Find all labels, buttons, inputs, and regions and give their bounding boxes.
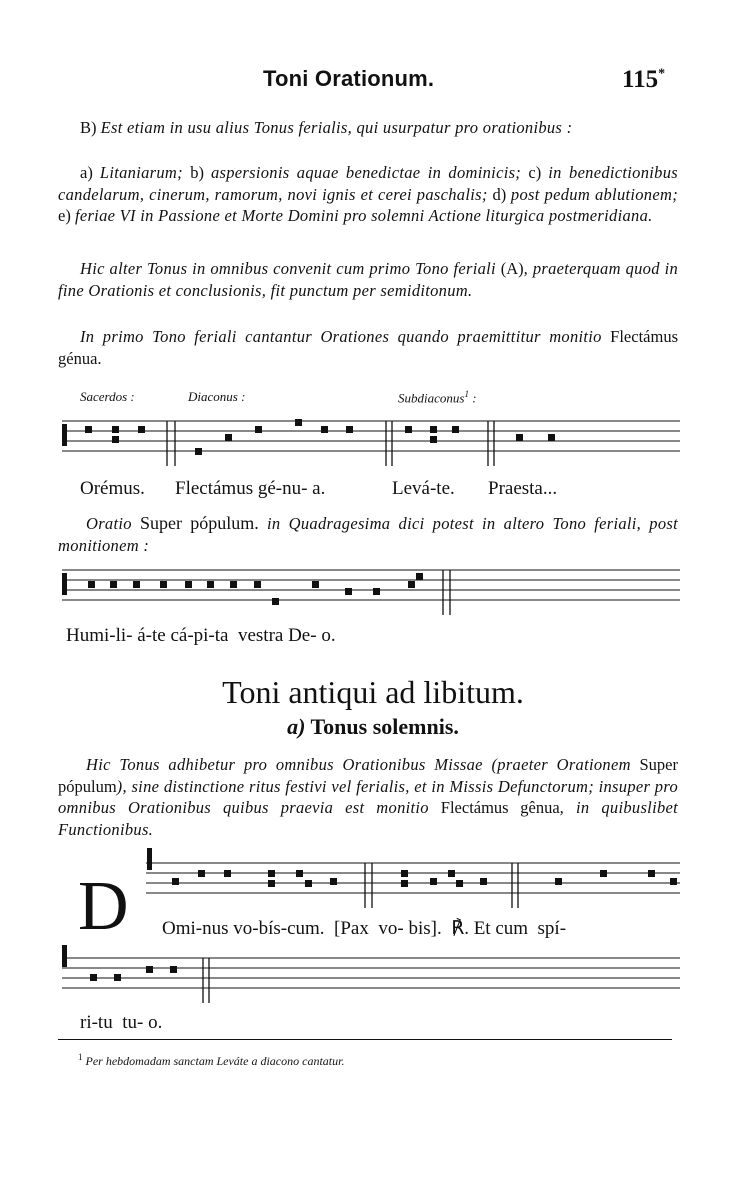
neume — [408, 581, 415, 588]
footnote-mark: 1 — [78, 1052, 83, 1062]
neume — [185, 581, 192, 588]
lyric-praesta: Praesta... — [488, 478, 558, 499]
neume — [198, 870, 205, 877]
item-a-text: Litaniarum; — [99, 163, 191, 182]
neume — [88, 581, 95, 588]
staff-3 — [146, 863, 680, 893]
lyric-dominus: Omi-nus vo-bís-cum. [Pax vo- bis]. ℟. Et cum spí- — [162, 918, 567, 939]
lyric-flectamus: Flectámus gé-nu- a. — [175, 478, 326, 499]
neume — [268, 880, 275, 887]
neume — [230, 581, 237, 588]
lyric-humiliate: Humi-li- á-te cá-pi-ta vestra De- o. — [66, 625, 336, 646]
neume — [146, 966, 153, 973]
neume — [272, 598, 279, 605]
clef-staff-2 — [62, 573, 67, 595]
neume — [548, 434, 555, 441]
note-text-2: , praeterquam quod in fine Orationis et conclusionis, fit punctum per semiditonum. — [58, 259, 678, 300]
antiqui-paragraph — [58, 754, 678, 840]
item-b-text: aspersionis aquae benedictae in dominicis; — [210, 163, 529, 182]
clef-staff-3 — [147, 848, 152, 870]
neume — [172, 878, 179, 885]
lyric-spiritu: ri-tu tu- o. — [80, 1012, 163, 1033]
neume — [207, 581, 214, 588]
neume — [401, 870, 408, 877]
monitio-end: . — [97, 348, 102, 368]
neume — [600, 870, 607, 877]
staff-1 — [62, 421, 680, 451]
neume — [114, 974, 121, 981]
antiqui-phrase-2: Flectámus gênua — [440, 798, 560, 817]
neume — [670, 878, 677, 885]
section-b-intro-text: Est etiam in usu alius Tonus ferialis, qui usurpatur pro orationibus : — [100, 118, 573, 137]
antiqui-text-1: Hic Tonus adhibetur pro omnibus Orationibus Missae (praeter Orationem — [86, 755, 640, 774]
neume — [224, 870, 231, 877]
neume — [405, 426, 412, 433]
label-subdiaconus-colon: : — [472, 390, 477, 406]
section-title: Toni antiqui ad libitum. — [222, 674, 524, 710]
neume — [110, 581, 117, 588]
note-text-1: Hic alter Tonus in omnibus convenit cum primo Tono feriali — [80, 259, 501, 278]
antiqui-phrase-1: Super pópulum — [58, 755, 678, 796]
neume — [321, 426, 328, 433]
staff-2 — [62, 570, 680, 600]
neume — [345, 588, 352, 595]
neume — [112, 426, 119, 433]
neume — [416, 573, 423, 580]
footnote — [78, 1052, 344, 1069]
neume — [254, 581, 261, 588]
neume — [430, 878, 437, 885]
item-e-label: e) — [58, 206, 75, 225]
item-d-text: post pedum ablutionem; — [510, 184, 678, 204]
neume — [516, 434, 523, 441]
item-d-label: d) — [492, 184, 511, 204]
neume — [480, 878, 487, 885]
neume — [170, 966, 177, 973]
neume — [430, 426, 437, 433]
neume — [255, 426, 262, 433]
neume — [296, 870, 303, 877]
subtitle-letter: a) — [287, 714, 306, 739]
lyric-oremus: Orémus. — [80, 478, 145, 499]
neume — [295, 419, 302, 426]
initial-letter: D — [78, 868, 129, 945]
neume — [346, 426, 353, 433]
neume — [401, 880, 408, 887]
neume — [648, 870, 655, 877]
clef-staff-4 — [62, 945, 67, 967]
neume — [555, 878, 562, 885]
neume — [133, 581, 140, 588]
subtitle-text: Tonus solemnis. — [305, 714, 459, 739]
footnote-ref-1: 1 — [464, 389, 469, 399]
item-e-text: feriae VI in Passione et Morte Domini pro solemni Actione liturgica postmeridiana. — [74, 206, 653, 225]
oratio-label: Oratio — [86, 514, 140, 533]
label-diaconus: Diaconus : — [188, 389, 246, 404]
monitio-text: In primo Tono feriali cantantur Orationes quando praemittitur monitio — [80, 327, 611, 346]
neume — [268, 870, 275, 877]
label-sacerdos: Sacerdos : — [80, 389, 135, 404]
page-number-mark: * — [658, 66, 666, 82]
staff-4 — [62, 958, 680, 988]
neume — [373, 588, 380, 595]
page-number-value: 115 — [622, 66, 659, 93]
neume — [330, 878, 337, 885]
oratio-text: in Quadragesima dici potest in altero Tono feriali, post monitionem : — [58, 514, 679, 555]
neume — [305, 880, 312, 887]
section-subtitle — [0, 714, 746, 740]
footnote-text: Per hebdomadam sanctam Leváte a diacono cantatur. — [85, 1054, 345, 1068]
oratio-phrase: Super pópulum. — [140, 513, 268, 533]
monitio-phrase: Flectámus génua — [58, 327, 678, 368]
neume — [225, 434, 232, 441]
neume — [160, 581, 167, 588]
section-b-label: B) — [80, 118, 101, 137]
neume — [85, 426, 92, 433]
item-c-label: c) — [528, 163, 549, 182]
note-ref: (A) — [500, 259, 524, 278]
item-c-text: in benedictionibus candelarum, cinerum, ramorum, novi ignis et cerei paschalis; — [58, 163, 678, 204]
item-b-label: b) — [190, 163, 211, 182]
oratio-paragraph — [58, 513, 678, 556]
neume — [195, 448, 202, 455]
neume — [456, 880, 463, 887]
lyric-levate: Levá-te. — [392, 478, 455, 499]
footnote-rule — [58, 1039, 672, 1040]
antiqui-text-2: ), sine distinctione ritus festivi vel ferialis, et in Missis Defunctorum; insuper pro omnibus Orationibus quibus praevia est monitio — [58, 776, 678, 817]
neume — [112, 436, 119, 443]
label-subdiaconus-text: Subdiaconus — [398, 390, 465, 406]
neume — [138, 426, 145, 433]
antiqui-text-3: , in quibuslibet Functionibus. — [58, 798, 679, 839]
running-header-title: Toni Orationum. — [263, 66, 435, 91]
neume — [312, 581, 319, 588]
clef-staff-1 — [62, 424, 67, 446]
neume — [448, 870, 455, 877]
neume — [90, 974, 97, 981]
item-a-label: a) — [80, 163, 100, 182]
neume — [452, 426, 459, 433]
neume — [430, 436, 437, 443]
